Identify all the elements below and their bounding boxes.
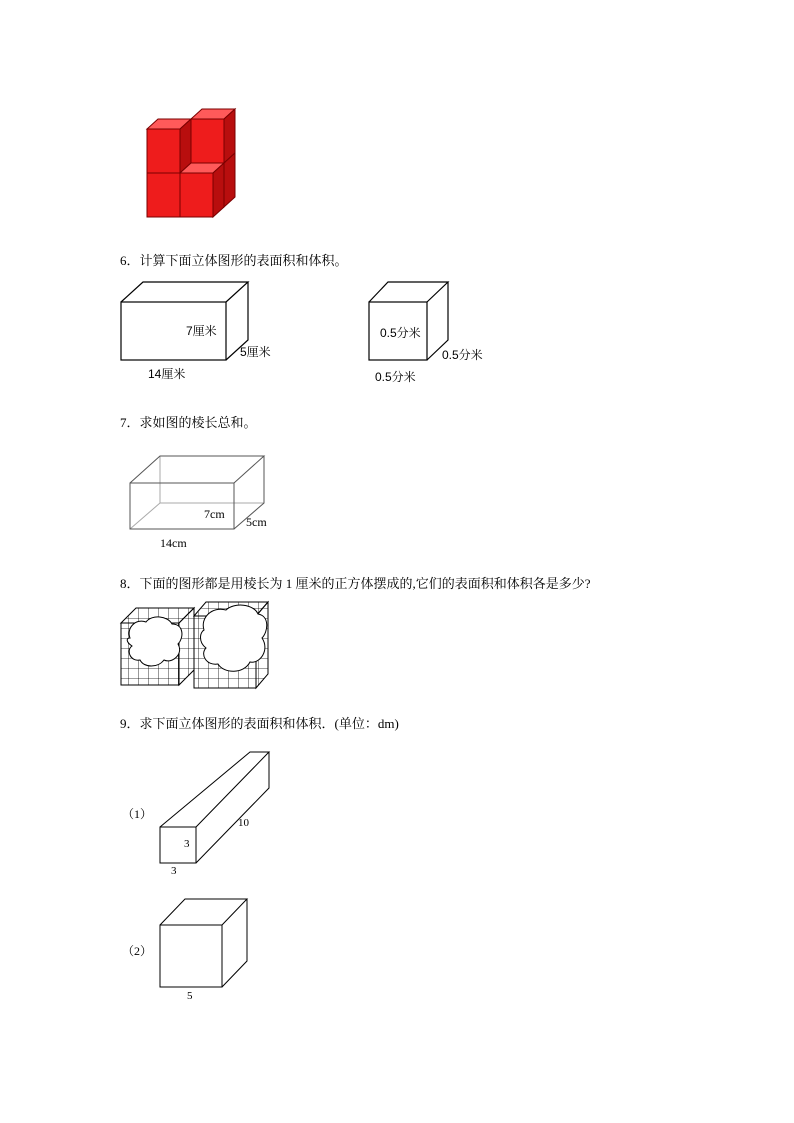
q9-fig1-height-label: 3: [184, 838, 190, 850]
q9-fig1-length-label: 10: [238, 817, 249, 829]
q6-cube-length-label: 0.5分米: [375, 370, 416, 384]
question-8-text: 8．下面的图形都是用棱长为 1 厘米的正方体摆成的,它们的表面积和体积各是多少?: [120, 576, 591, 591]
question-7-text: 7．求如图的棱长总和。: [120, 415, 257, 430]
q6-cuboid-height-label: 7厘米: [186, 324, 217, 338]
q6-cuboid-depth-label: 5厘米: [240, 345, 271, 359]
q9-fig1-width-label: 3: [171, 865, 177, 877]
q7-depth-label: 5cm: [246, 515, 267, 529]
q8-cube-blocks-figure: [118, 598, 273, 693]
q7-length-label: 14cm: [160, 536, 187, 550]
question-6-text: 6．计算下面立体图形的表面积和体积。: [120, 253, 348, 268]
q6-cube-depth-label: 0.5分米: [442, 348, 483, 362]
question-9-text: 9．求下面立体图形的表面积和体积．(单位：dm): [120, 716, 399, 731]
q9-cube-figure: [157, 897, 252, 992]
q7-height-label: 7cm: [204, 507, 225, 521]
q6-cube-height-label: 0.5分米: [380, 326, 421, 340]
red-cube-stack-figure: [140, 100, 250, 225]
q9-figure-1-label: （1）: [122, 807, 153, 821]
q9-figure-2-label: （2）: [122, 944, 153, 958]
q9-fig2-edge-label: 5: [187, 990, 193, 1002]
q6-cuboid-length-label: 14厘米: [148, 367, 186, 381]
q9-prism-figure: [157, 750, 272, 866]
